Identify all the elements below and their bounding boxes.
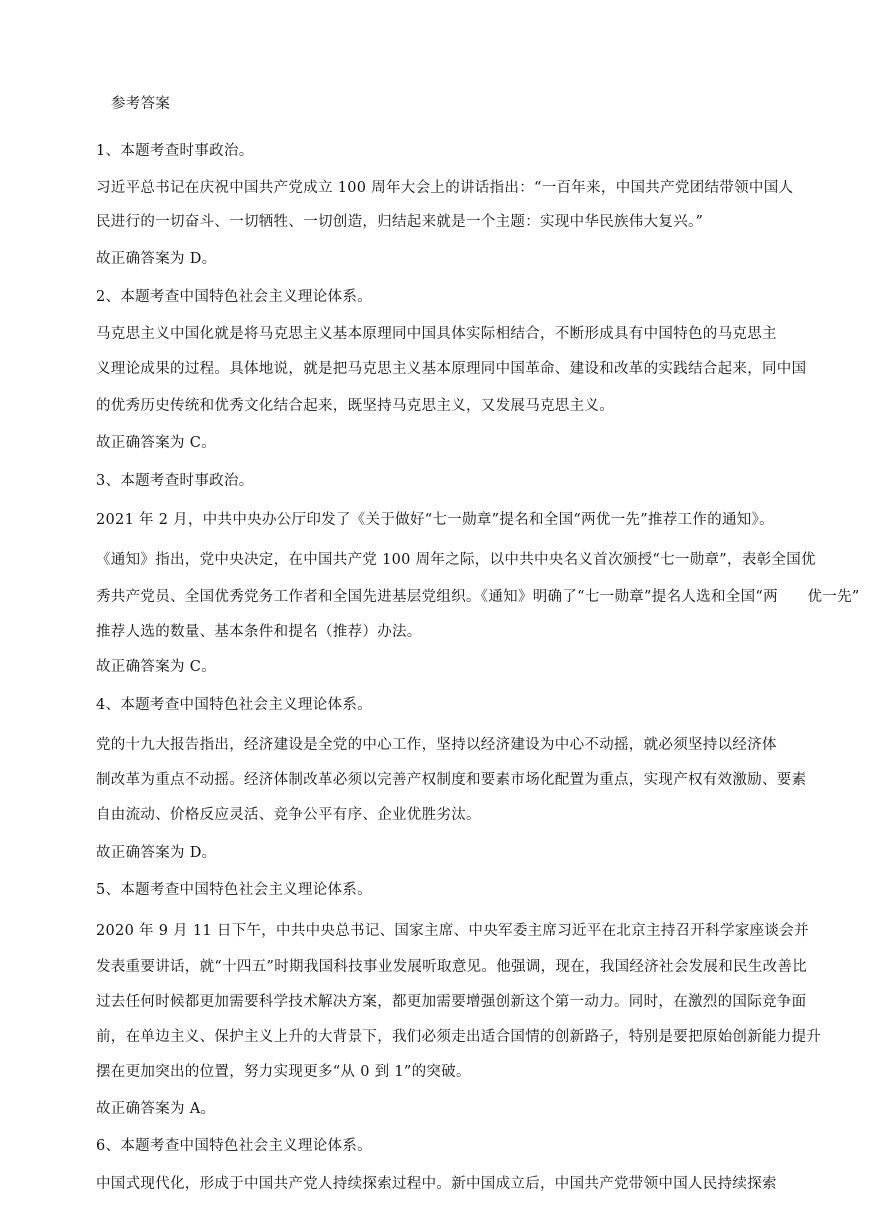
question-2-text-line-2: 义理论成果的过程。具体地说，就是把马克思主义基本原理同中国革命、建设和改革的实践结合起来，同中国 <box>96 361 807 377</box>
question-5-text-line-1: 2020 年 9 月 11 日下午，中共中央总书记、国家主席、中央军委主席习近平在北京主持召开科学家座谈会并 <box>96 923 809 939</box>
question-5-heading: 5、本题考查中国特色社会主义理论体系。 <box>96 882 372 898</box>
question-4-heading: 4、本题考查中国特色社会主义理论体系。 <box>96 697 372 713</box>
question-1-text-line-1: 习近平总书记在庆祝中国共产党成立 100 周年大会上的讲话指出：“一百年来，中国共产党团结带领中国人 <box>96 180 794 196</box>
question-3-text-line-1: 2021 年 2 月，中共中央办公厅印发了《关于做好“七一勋章”提名和全国“两优一先”推荐工作的通知》。 <box>96 512 774 528</box>
question-2-text-line-1: 马克思主义中国化就是将马克思主义基本原理同中国具体实际相结合，不断形成具有中国特色的马克思主 <box>96 326 777 342</box>
page-title: 参考答案 <box>111 96 171 112</box>
question-4-text-line-3: 自由流动、价格反应灵活、竞争公平有序、企业优胜劣汰。 <box>96 807 481 823</box>
question-1-text-line-2: 民进行的一切奋斗、一切牺牲、一切创造，归结起来就是一个主题：实现中华民族伟大复兴。” <box>96 214 704 230</box>
question-2-heading: 2、本题考查中国特色社会主义理论体系。 <box>96 289 372 305</box>
question-2-answer: 故正确答案为 C。 <box>96 435 216 451</box>
question-4-answer: 故正确答案为 D。 <box>96 845 217 861</box>
question-5-text-line-4: 前，在单边主义、保护主义上升的大背景下，我们必须走出适合国情的创新路子，特别是要把原始创新能力提升 <box>96 1029 822 1045</box>
question-4-text-line-1: 党的十九大报告指出，经济建设是全党的中心工作，坚持以经济建设为中心不动摇，就必须坚持以经济体 <box>96 737 777 753</box>
question-6-heading: 6、本题考查中国特色社会主义理论体系。 <box>96 1138 372 1154</box>
question-3-text-line-3: 秀共产党员、全国优秀党务工作者和全国先进基层党组织。《通知》明确了“七一勋章”提名人选和全国“两 优一先” <box>96 589 860 605</box>
question-2-text-line-3: 的优秀历史传统和优秀文化结合起来，既坚持马克思主义，又发展马克思主义。 <box>96 398 614 414</box>
question-1-heading: 1、本题考查时事政治。 <box>96 143 254 159</box>
question-3-text-line-2: 《通知》指出，党中央决定，在中国共产党 100 周年之际，以中共中央名义首次颁授“七一勋章”，表彰全国优 <box>96 552 816 568</box>
question-5-text-line-5: 摆在更加突出的位置，努力实现更多“从 0 到 1”的突破。 <box>96 1064 471 1080</box>
question-5-text-line-2: 发表重要讲话，就“十四五”时期我国科技事业发展听取意见。他强调，现在，我国经济社会发展和民生改善比 <box>96 959 808 975</box>
question-3-answer: 故正确答案为 C。 <box>96 659 216 675</box>
question-3-text-line-4: 推荐人选的数量、基本条件和提名（推荐）办法。 <box>96 624 422 640</box>
question-4-text-line-2: 制改革为重点不动摇。经济体制改革必须以完善产权制度和要素市场化配置为重点，实现产权有效激励、要素 <box>96 772 807 788</box>
question-5-answer: 故正确答案为 A。 <box>96 1101 216 1117</box>
question-6-text-line-1: 中国式现代化，形成于中国共产党人持续探索过程中。新中国成立后，中国共产党带领中国人民持续探索 <box>96 1176 777 1192</box>
question-1-answer: 故正确答案为 D。 <box>96 251 217 267</box>
question-3-heading: 3、本题考查时事政治。 <box>96 473 254 489</box>
question-5-text-line-3: 过去任何时候都更加需要科学技术解决方案，都更加需要增强创新这个第一动力。同时，在激烈的国际竞争面 <box>96 994 807 1010</box>
